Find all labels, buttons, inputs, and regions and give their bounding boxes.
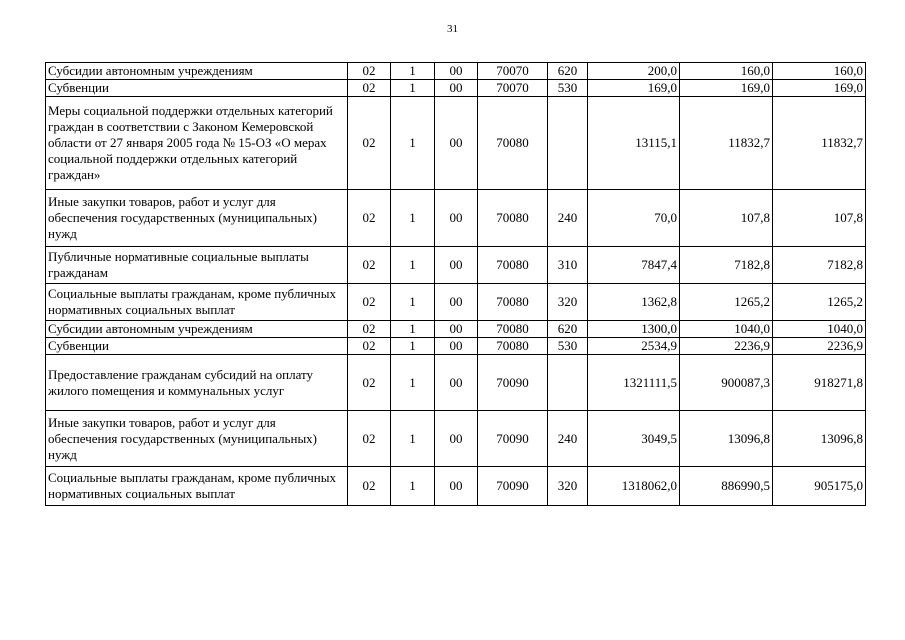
amount-3: 918271,8 bbox=[773, 355, 866, 411]
table-row bbox=[46, 411, 866, 467]
subsection-code: 1 bbox=[391, 355, 435, 411]
amount-1: 1321111,5 bbox=[588, 355, 680, 411]
type-code: 620 bbox=[548, 63, 588, 80]
type-code bbox=[548, 355, 588, 411]
target-code: 70080 bbox=[478, 97, 548, 190]
table-row bbox=[46, 355, 866, 411]
subsection-code: 1 bbox=[391, 321, 435, 338]
amount-2: 169,0 bbox=[680, 80, 773, 97]
section-code: 02 bbox=[348, 80, 391, 97]
program-code: 00 bbox=[435, 355, 478, 411]
amount-2: 7182,8 bbox=[680, 247, 773, 284]
target-code: 70090 bbox=[478, 355, 548, 411]
section-code: 02 bbox=[348, 467, 391, 506]
amount-2: 160,0 bbox=[680, 63, 773, 80]
target-code: 70090 bbox=[478, 467, 548, 506]
subsection-code: 1 bbox=[391, 80, 435, 97]
row-name: Иные закупки товаров, работ и услуг для обеспечения государственных (муниципальных) нужд bbox=[46, 411, 348, 467]
table-row bbox=[46, 190, 866, 247]
subsection-code: 1 bbox=[391, 467, 435, 506]
table-row bbox=[46, 247, 866, 284]
target-code: 70080 bbox=[478, 321, 548, 338]
type-code: 310 bbox=[548, 247, 588, 284]
amount-2: 900087,3 bbox=[680, 355, 773, 411]
table-row bbox=[46, 80, 866, 97]
row-name: Предоставление гражданам субсидий на оплату жилого помещения и коммунальных услуг bbox=[46, 355, 348, 411]
type-code: 320 bbox=[548, 467, 588, 506]
amount-3: 13096,8 bbox=[773, 411, 866, 467]
row-name: Субвенции bbox=[46, 338, 348, 355]
section-code: 02 bbox=[348, 247, 391, 284]
row-name: Субсидии автономным учреждениям bbox=[46, 321, 348, 338]
amount-1: 1362,8 bbox=[588, 284, 680, 321]
row-name: Субсидии автономным учреждениям bbox=[46, 63, 348, 80]
program-code: 00 bbox=[435, 80, 478, 97]
table-row bbox=[46, 467, 866, 506]
type-code: 530 bbox=[548, 338, 588, 355]
program-code: 00 bbox=[435, 190, 478, 247]
amount-2: 2236,9 bbox=[680, 338, 773, 355]
subsection-code: 1 bbox=[391, 284, 435, 321]
subsection-code: 1 bbox=[391, 63, 435, 80]
target-code: 70070 bbox=[478, 63, 548, 80]
amount-2: 886990,5 bbox=[680, 467, 773, 506]
table-row bbox=[46, 284, 866, 321]
section-code: 02 bbox=[348, 411, 391, 467]
section-code: 02 bbox=[348, 355, 391, 411]
program-code: 00 bbox=[435, 411, 478, 467]
subsection-code: 1 bbox=[391, 190, 435, 247]
section-code: 02 bbox=[348, 284, 391, 321]
row-name: Публичные нормативные социальные выплаты гражданам bbox=[46, 247, 348, 284]
program-code: 00 bbox=[435, 97, 478, 190]
target-code: 70080 bbox=[478, 338, 548, 355]
target-code: 70070 bbox=[478, 80, 548, 97]
amount-1: 200,0 bbox=[588, 63, 680, 80]
target-code: 70090 bbox=[478, 411, 548, 467]
amount-3: 905175,0 bbox=[773, 467, 866, 506]
budget-table bbox=[45, 62, 866, 506]
type-code: 620 bbox=[548, 321, 588, 338]
program-code: 00 bbox=[435, 321, 478, 338]
amount-1: 2534,9 bbox=[588, 338, 680, 355]
section-code: 02 bbox=[348, 190, 391, 247]
program-code: 00 bbox=[435, 467, 478, 506]
amount-2: 13096,8 bbox=[680, 411, 773, 467]
target-code: 70080 bbox=[478, 190, 548, 247]
amount-1: 7847,4 bbox=[588, 247, 680, 284]
row-name: Субвенции bbox=[46, 80, 348, 97]
type-code: 240 bbox=[548, 411, 588, 467]
section-code: 02 bbox=[348, 63, 391, 80]
row-name: Социальные выплаты гражданам, кроме публичных нормативных социальных выплат bbox=[46, 284, 348, 321]
section-code: 02 bbox=[348, 97, 391, 190]
amount-2: 1040,0 bbox=[680, 321, 773, 338]
amount-3: 2236,9 bbox=[773, 338, 866, 355]
amount-3: 160,0 bbox=[773, 63, 866, 80]
amount-2: 11832,7 bbox=[680, 97, 773, 190]
subsection-code: 1 bbox=[391, 338, 435, 355]
type-code: 240 bbox=[548, 190, 588, 247]
table-row bbox=[46, 97, 866, 190]
amount-3: 1040,0 bbox=[773, 321, 866, 338]
type-code: 320 bbox=[548, 284, 588, 321]
subsection-code: 1 bbox=[391, 411, 435, 467]
program-code: 00 bbox=[435, 338, 478, 355]
amount-1: 3049,5 bbox=[588, 411, 680, 467]
row-name: Иные закупки товаров, работ и услуг для обеспечения государственных (муниципальных) нужд bbox=[46, 190, 348, 247]
program-code: 00 bbox=[435, 284, 478, 321]
subsection-code: 1 bbox=[391, 247, 435, 284]
program-code: 00 bbox=[435, 247, 478, 284]
type-code bbox=[548, 97, 588, 190]
amount-3: 107,8 bbox=[773, 190, 866, 247]
table-row bbox=[46, 63, 866, 80]
table-row bbox=[46, 338, 866, 355]
section-code: 02 bbox=[348, 321, 391, 338]
row-name: Социальные выплаты гражданам, кроме публичных нормативных социальных выплат bbox=[46, 467, 348, 506]
amount-3: 1265,2 bbox=[773, 284, 866, 321]
amount-3: 169,0 bbox=[773, 80, 866, 97]
amount-1: 1300,0 bbox=[588, 321, 680, 338]
target-code: 70080 bbox=[478, 284, 548, 321]
page-number: 31 bbox=[447, 23, 458, 35]
target-code: 70080 bbox=[478, 247, 548, 284]
amount-1: 70,0 bbox=[588, 190, 680, 247]
row-name: Меры социальной поддержки отдельных категорий граждан в соответствии с Законом Кемеровской области от 27 января 2005 года № 15-ОЗ «О мерах социальной поддержки отдельных категорий граждан» bbox=[46, 97, 348, 190]
subsection-code: 1 bbox=[391, 97, 435, 190]
program-code: 00 bbox=[435, 63, 478, 80]
amount-1: 13115,1 bbox=[588, 97, 680, 190]
amount-3: 7182,8 bbox=[773, 247, 866, 284]
amount-2: 107,8 bbox=[680, 190, 773, 247]
type-code: 530 bbox=[548, 80, 588, 97]
amount-2: 1265,2 bbox=[680, 284, 773, 321]
amount-3: 11832,7 bbox=[773, 97, 866, 190]
amount-1: 1318062,0 bbox=[588, 467, 680, 506]
table-row bbox=[46, 321, 866, 338]
amount-1: 169,0 bbox=[588, 80, 680, 97]
section-code: 02 bbox=[348, 338, 391, 355]
